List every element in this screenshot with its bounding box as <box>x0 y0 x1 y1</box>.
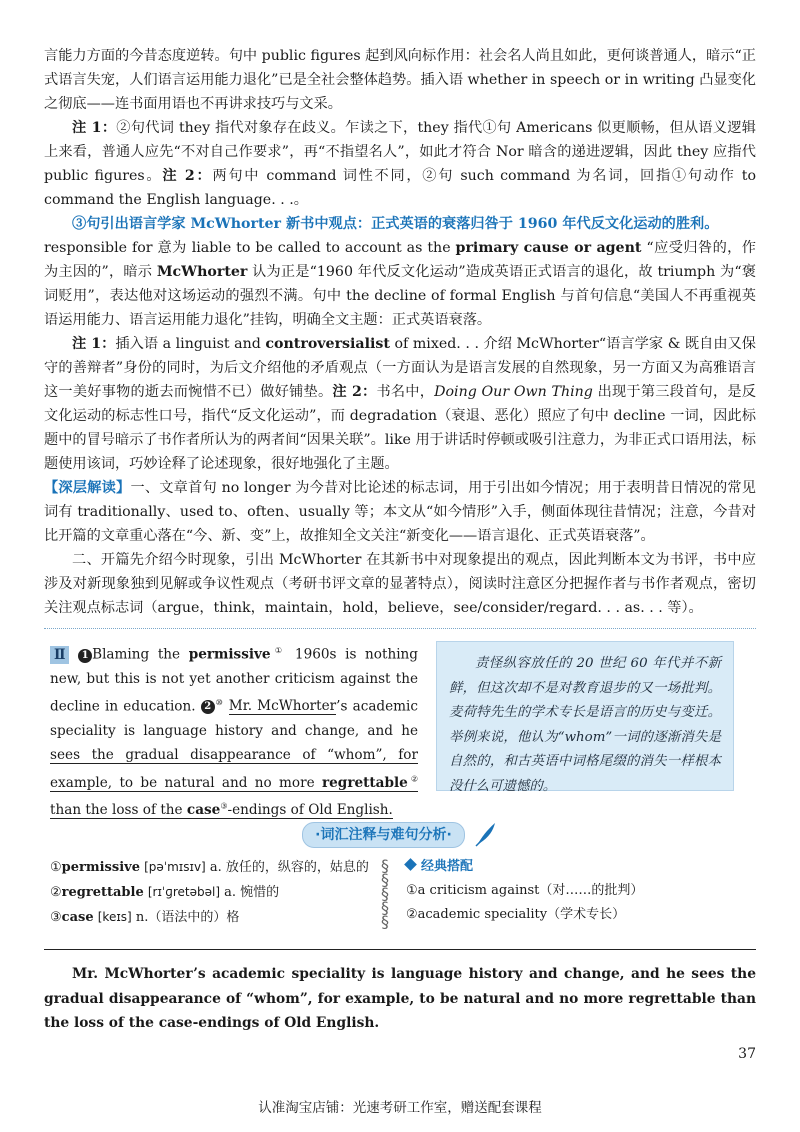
passage-section <box>44 639 756 819</box>
vocab-phonetic: [rɪˈɡretəbəl] <box>147 885 221 899</box>
footer-note: 认准淘宝店铺：光速考研工作室，赠送配套课程 <box>258 1100 542 1116</box>
sentence-number-1: 1 <box>78 649 92 663</box>
p3-text-a: responsible for 意为 liable to be called to account as the <box>44 240 456 256</box>
s2-text-e: than the loss of the <box>50 802 187 819</box>
translation-box: 责怪纵容放任的 20 世纪 60 年代并不新鲜，但这次却不是对教育退步的又一场批判。麦荷特先生的学术专长是语言的历史与变迁。举例来说，他认为“whom”一词的逐渐消失是自然的，和古英语中词格尾缀的消失一样根本没什么可遗憾的。 <box>436 641 734 791</box>
collocation-item: ②academic speciality（学术专长） <box>406 907 626 922</box>
passage-english <box>50 639 418 823</box>
s2-underlined <box>50 747 418 819</box>
note-label-3: 注 1： <box>72 336 116 352</box>
s2-subject: Mr. McWhorter <box>228 698 337 715</box>
vocab-banner-row <box>44 821 756 851</box>
page-body <box>44 44 756 1036</box>
vocab-definition: a. 放任的，纵容的，姑息的 <box>205 860 369 875</box>
note-text-2: 两句中 command 词性不同，②句 such command 为名词，回指①句动作 to command the English language. . .。 <box>44 168 756 208</box>
diamond-icon <box>404 858 417 871</box>
page-number: 37 <box>738 1046 756 1062</box>
s2-vocab-case: case <box>186 802 221 819</box>
note-label: 注 1： <box>72 120 117 136</box>
p3-text-c: 认为正是“1960 年代反文化运动”造成英语正式语言的退化，故 triumph 为“褒词贬用”，表达他对这场运动的强烈不满。句中 the decline of formal English 与首句信息“美国人不再重视英语运用能力、语言运用能力退化”挂钩，明确全文主题：正式英语衰落。 <box>44 264 756 328</box>
s2-marker: ⑩ <box>214 697 224 707</box>
quill-icon <box>474 821 498 847</box>
vocab-word: case <box>61 910 94 925</box>
vocab-definition: n.（语法中的）格 <box>131 910 240 925</box>
s1-sup: ① <box>270 646 287 655</box>
note-text: ②句代词 they 指代对象存在歧义。乍读之下，they 指代①句 Americans 似更顺畅，但从语义逻辑上来看，普通人应先“不对自己作要求”，再“不指望名人”，如此才符合 Nor 暗含的递进逻辑，因此 they 应指代 public figures。 <box>44 120 756 184</box>
paragraph-1: 言能力方面的今昔态度逆转。句中 public figures 起到风向标作用：社会名人尚且如此，更何谈普通人，暗示“正式语言失宠，人们语言运用能力退化”已是全社会整体趋势。插入语 whether in speech or in writing 凸显变化之彻底——连书面用语也不再讲求技巧与文采。 <box>44 48 756 112</box>
vocab-section <box>44 855 756 939</box>
collocation-title: 经典搭配 <box>421 859 474 874</box>
vocab-item <box>50 855 370 880</box>
p4-bold-word: controversialist <box>265 336 390 352</box>
paragraph-deep-analysis <box>44 476 756 548</box>
paragraph-3-lead: ③句引出语言学家 McWhorter 新书中观点：正式英语的衰落归咎于 1960 年代反文化运动的胜利。 <box>72 216 719 232</box>
vocab-word: regrettable <box>61 885 144 900</box>
collocation-list <box>406 855 746 927</box>
s2-sup: ② <box>407 774 418 784</box>
s2-vocab-regrettable: regrettable <box>322 774 408 791</box>
p3-bold-name: McWhorter <box>156 264 248 280</box>
deep-analysis-label: 【深层解读】 <box>44 480 131 496</box>
chain-divider-icon: § § § § § <box>381 856 389 931</box>
vocab-num: ① <box>50 860 62 875</box>
vocab-banner: ·词汇注释与难句分析· <box>302 822 465 848</box>
p4-text-d: 出现于第三段首句，是反文化运动的标志性口号，指代“反文化运动”，而 degradation（衰退、恶化）照应了句中 decline 一词，因此标题中的冒号暗示了书作者所认为的两者间“因果关联”。like 用于讲话时停顿或吸引注意力，为非正式口语用法，标题使用该词，巧妙诠释了论述现象，很好地强化了主题。 <box>44 384 756 472</box>
p4-text-b: of mixed. . . 介绍 McWhorter“语言学家 & 既自由又保守的善辩者”身份的同时，为后文介绍他的矛盾观点（一方面认为是语言发展的自然现象，另一方面又为高雅语言这一美好事物的逝去而惋惜不已）做好铺垫。 <box>44 336 756 400</box>
dotted-divider <box>44 628 756 629</box>
vocab-phonetic: [pəˈmɪsɪv] <box>144 860 206 874</box>
p3-text-b: “应受归咎的，作为主因的”，暗示 <box>44 240 756 280</box>
paragraph-6: 二、开篇先介绍今时现象，引出 McWhorter 在其新书中对现象提出的观点，因此判断本文为书评，书中应涉及对新现象独到见解或争议性观点（考研书评文章的显著特点），阅读时注意区分把握作者与书作者观点，密切关注观点标志词（argue，think，maintain，hold，believe，see/consider/regard. . . as. . . 等）。 <box>44 552 756 616</box>
vocab-phonetic: [keɪs] <box>97 910 132 924</box>
collocation-item: ①a criticism against（对……的批判） <box>406 883 644 898</box>
p4-text-a: 插入语 a linguist and <box>115 336 266 352</box>
deep-analysis-text: 一、文章首句 no longer 为今昔对比论述的标志词，用于引出如今情况；用于表明昔日情况的常见词有 traditionally、used to、often、usually 等；本文从“如今情形”入手，侧面体现往昔情况；注意，今昔对比开篇的文章重心落在“今、新、变”上，故推知全文关注“新变化——语言退化、正式英语衰落”。 <box>44 480 756 544</box>
vocab-definition: a. 惋惜的 <box>220 885 280 900</box>
s1-text-c: 1960s is nothing new, but this is not yet another criticism against the decline in education. <box>50 646 418 715</box>
note-label-4: 注 2： <box>332 384 377 400</box>
vocab-item <box>50 880 370 905</box>
paragraph-3 <box>44 212 756 332</box>
book-title: Doing Our Own Thing <box>434 384 593 400</box>
s2-sup-2: ③ <box>220 801 228 811</box>
s2-text-g: -endings of Old English. <box>227 802 393 819</box>
difficult-sentence: Mr. McWhorter’s academic speciality is language history and change, and he sees the gradual disappearance of “whom”, for example, to be natural and no more regrettable than the loss of the case-endings of Old English. <box>44 949 756 1036</box>
sentence-number-2: 2 <box>201 700 215 714</box>
paragraph-roman-numeral: Ⅱ <box>50 646 69 664</box>
note-label-2: 注 2： <box>162 168 213 184</box>
collocation-header <box>406 855 746 879</box>
s1-text-a: Blaming the <box>92 646 189 663</box>
vocab-num: ② <box>50 885 62 900</box>
s1-vocab-permissive: permissive <box>188 646 271 663</box>
paragraph-note-1 <box>44 116 756 212</box>
p4-text-c: 书名中， <box>376 384 435 400</box>
vocab-list <box>50 855 370 930</box>
vocab-word: permissive <box>61 860 140 875</box>
vocab-num: ③ <box>50 910 62 925</box>
paragraph-note-2 <box>44 332 756 476</box>
s2-text-b: ’s academic speciality is language history and change, and he <box>50 698 419 739</box>
vocab-item <box>50 905 370 930</box>
p3-bold-phrase: primary cause or agent <box>455 240 642 256</box>
s2-text-c: sees the gradual disappearance of “whom”, for example, to be natural and no more <box>50 746 418 791</box>
